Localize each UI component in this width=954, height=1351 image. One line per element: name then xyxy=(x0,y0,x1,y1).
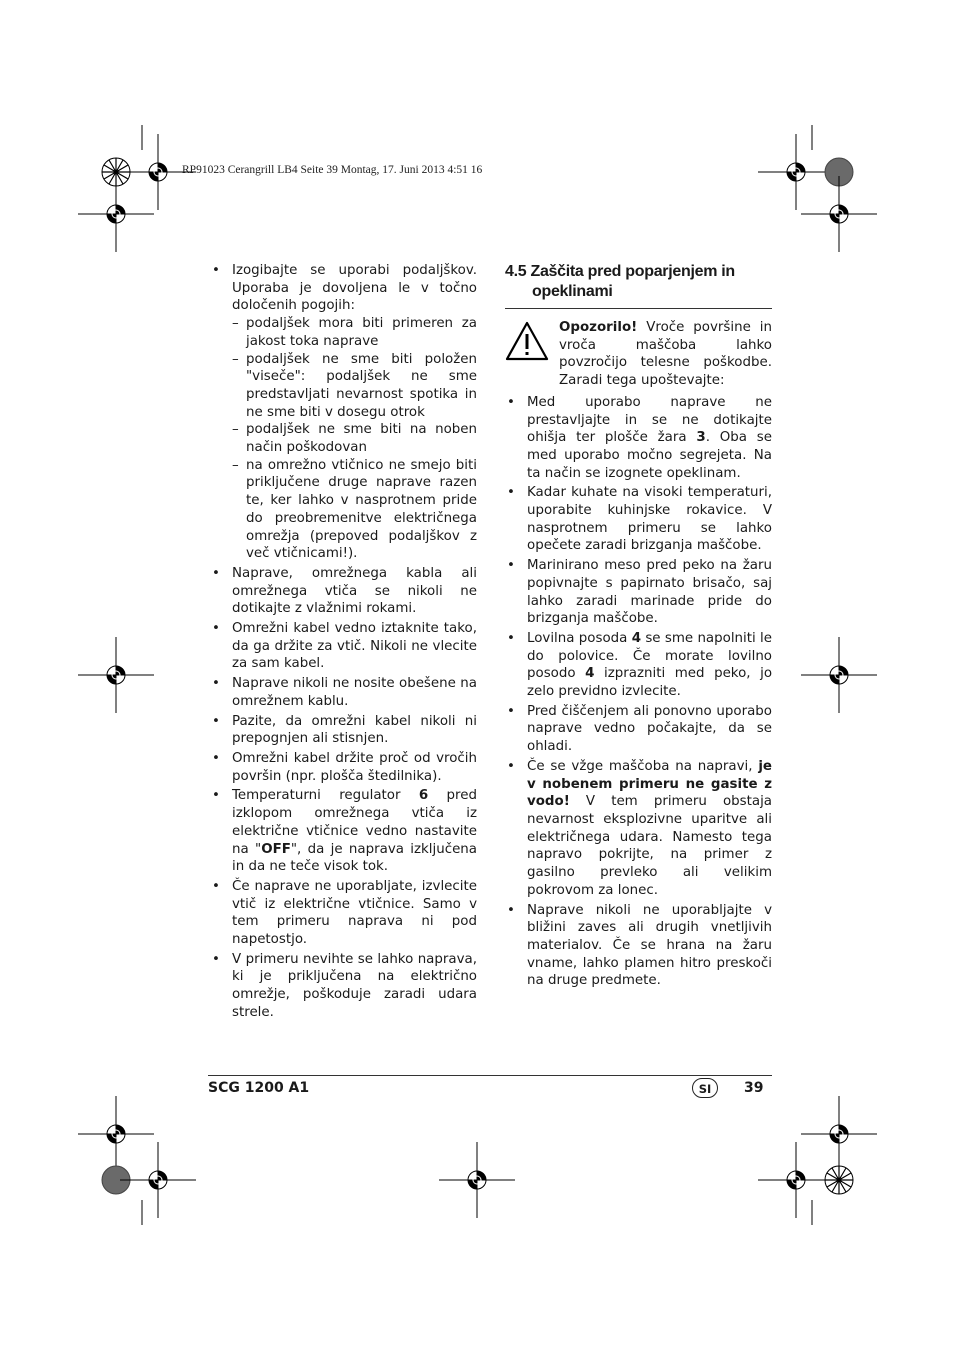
safety-list-left xyxy=(210,262,477,1022)
warning-triangle-icon xyxy=(505,321,549,361)
warning-text: Vroče površine in vroča maščoba lahko povzročijo telesne poškodbe. Zaradi tega upoštevajte: xyxy=(559,320,772,389)
safety-list-right xyxy=(505,394,772,990)
fire-warning-bold: je v nobenem primeru ne gasite z vodo! xyxy=(527,758,772,810)
list-item: • Kadar kuhate na visoki temperaturi, uporabite kuhinjske rokavice. V nasprotnem primeru se lahko opečete zaradi brizganja maščobe. xyxy=(505,484,772,555)
text: izprazniti med peko, jo zelo previdno izvlecite. xyxy=(527,666,773,700)
text: pred izklopom omrežnega vtiča iz električne vtičnice vedno nastavite na " xyxy=(232,788,477,857)
heading-divider xyxy=(505,308,772,309)
text: Če se vžge maščoba na napravi, xyxy=(527,758,759,774)
section-heading: 4.5 Zaščita pred poparjenjem in opeklinami xyxy=(505,263,735,300)
list-item: • Omrežni kabel držite proč od vročih površin (npr. plošča štedilnika). xyxy=(210,750,477,785)
list-item xyxy=(505,758,772,900)
extension-cord-text: Izogibajte se uporabi podaljškov. Uporaba je dovoljena le v točno določenih pogojih: xyxy=(232,263,477,314)
list-item: • Omrežni kabel vedno iztaknite tako, da ga držite za vtič. Nikoli ne vlecite za sam kabel. xyxy=(210,620,477,673)
text: V tem primeru obstaja nevarnost eksplozivne uparitve ali električnega udara. Namesto tega napravo pokrijte, na primer z gasilno prevleko ali velikim pokrovom za lonec. xyxy=(527,794,772,898)
warning-label: Opozorilo! xyxy=(559,320,638,335)
sub-item: – podaljšek ne sme biti položen "viseče": podaljšek ne sme predstavljati nevarnost spotika in ne sme biti v dosegu otrok xyxy=(232,351,477,422)
part-number: 4 xyxy=(585,666,595,682)
list-item: • Naprave nikoli ne nosite obešene na omrežnem kablu. xyxy=(210,675,477,710)
list-item xyxy=(505,630,772,701)
off-label: OFF xyxy=(261,841,291,857)
text: Med uporabo naprave ne prestavljajte in se ne dotikajte ohišja ter plošče žara xyxy=(527,394,772,446)
page-number: 39 xyxy=(744,1080,764,1096)
text: se sme napolniti le do polovice. Če morate lovilno posodo xyxy=(527,630,772,682)
list-item: • Naprave, omrežnega kabla ali omrežnega vtiča se nikoli ne dotikajte z vlažnimi rokami. xyxy=(210,565,477,618)
sub-item: – podaljšek ne sme biti na noben način poškodovan xyxy=(232,421,477,456)
sub-item: – na omrežno vtičnico ne smejo biti priključene druge naprave razen te, ker lahko v nasprotnem pride do preobremenitve električnega omrežja (prepoved podaljškov z več vtičnicami!). xyxy=(232,457,477,563)
language-badge: SI xyxy=(692,1078,718,1098)
list-item: • V primeru nevihte se lahko naprava, ki je priključena na električno omrežje, poškoduje zaradi udara strele. xyxy=(210,951,477,1022)
print-info: RP91023 Cerangrill LB4 Seite 39 Montag, 17. Juni 2013 4:51 16 xyxy=(182,164,483,176)
right-column xyxy=(505,262,772,992)
sub-item: – podaljšek mora biti primeren za jakost toka naprave xyxy=(232,315,477,350)
extension-conditions xyxy=(232,315,477,563)
footer-divider xyxy=(208,1075,772,1076)
part-number: 3 xyxy=(696,430,706,446)
part-number: 6 xyxy=(418,788,429,804)
text: Temperaturni regulator xyxy=(232,788,419,804)
model-number: SCG 1200 A1 xyxy=(208,1080,310,1096)
warning-block xyxy=(505,319,772,390)
list-item xyxy=(210,787,477,876)
list-item xyxy=(210,262,477,563)
list-item: • Pred čiščenjem ali ponovno uporabo naprave vedno počakajte, da se ohladi. xyxy=(505,703,772,756)
list-item: • Marinirano meso pred peko na žaru popivnajte s papirnato brisačo, saj lahko zaradi marinade pride do brizganja maščobe. xyxy=(505,557,772,628)
text: ", da je naprava izključena in da ne teče visok tok. xyxy=(232,841,478,875)
list-item xyxy=(505,394,772,483)
left-column xyxy=(210,262,477,1024)
text: . Oba se med uporabo močno segrejeta. Na ta način se izognete opeklinam. xyxy=(527,430,772,481)
list-item: • Naprave nikoli ne uporabljajte v bližini zaves ali drugih vnetljivih materialov. Če se hrana na žaru vname, lahko plamen hitro preskoči na druge predmete. xyxy=(505,902,772,991)
part-number: 4 xyxy=(631,630,642,646)
list-item: • Če naprave ne uporabljate, izvlecite vtič iz električne vtičnice. Samo v tem primeru naprava ni pod napetostjo. xyxy=(210,878,477,949)
list-item: • Pazite, da omrežni kabel nikoli ni prepognjen ali stisnjen. xyxy=(210,713,477,748)
text: Lovilna posoda xyxy=(527,630,632,646)
